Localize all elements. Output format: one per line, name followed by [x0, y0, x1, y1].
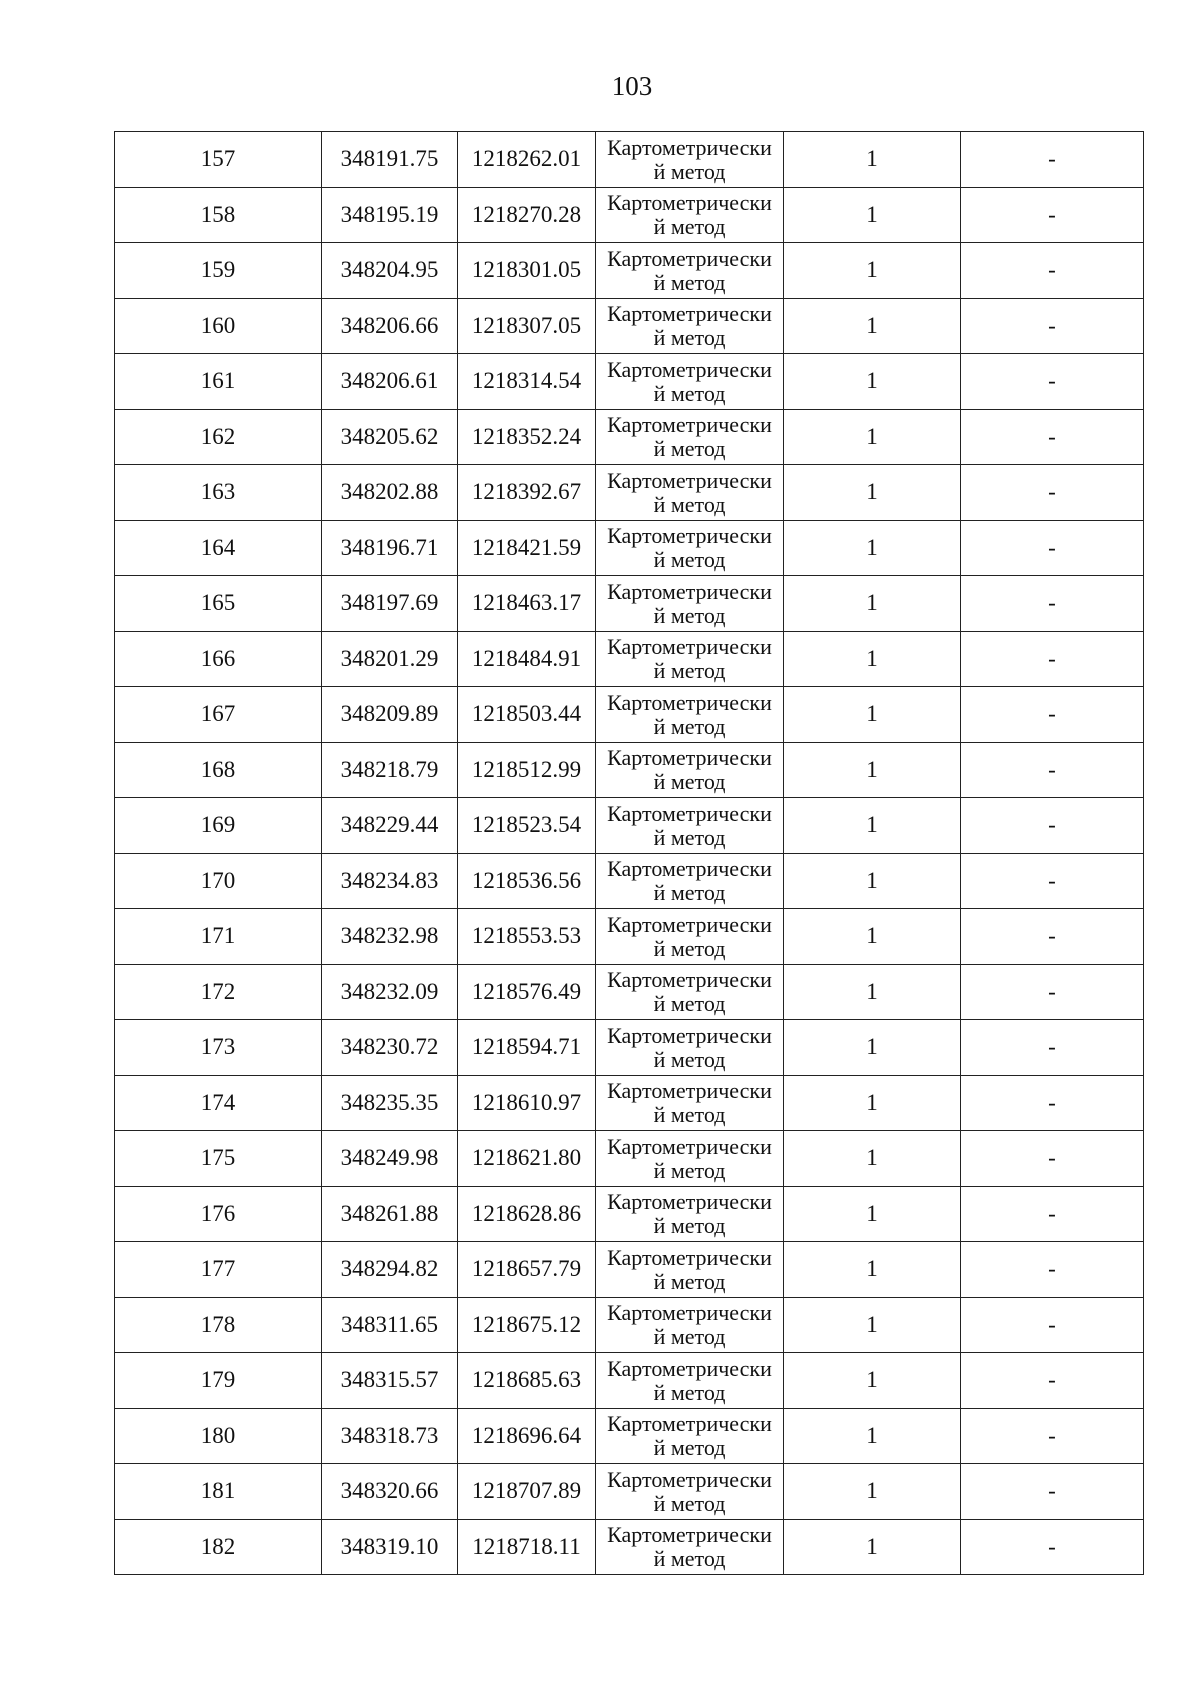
table-row — [115, 1519, 1144, 1575]
y-coordinate-cell: 1218718.11 — [458, 1519, 596, 1575]
table-row — [115, 1408, 1144, 1464]
method-cell — [596, 576, 784, 632]
x-coordinate-cell: 348197.69 — [322, 576, 458, 632]
y-coordinate-cell: 1218696.64 — [458, 1408, 596, 1464]
method-cell — [596, 409, 784, 465]
x-coordinate-cell: 348235.35 — [322, 1075, 458, 1131]
description-cell: - — [961, 798, 1144, 854]
method-line-2: й метод — [653, 991, 726, 1017]
point-number-cell: 162 — [115, 409, 322, 465]
method-line-2: й метод — [653, 713, 726, 739]
method-cell — [596, 687, 784, 743]
method-line-1: Картометрически — [607, 967, 772, 993]
x-coordinate-cell: 348294.82 — [322, 1242, 458, 1298]
accuracy-cell: 1 — [784, 1408, 961, 1464]
x-coordinate-cell: 348229.44 — [322, 798, 458, 854]
method-line-1: Картометрически — [607, 1189, 772, 1215]
point-number-cell: 170 — [115, 853, 322, 909]
point-number-cell: 166 — [115, 631, 322, 687]
y-coordinate-cell: 1218463.17 — [458, 576, 596, 632]
description-cell: - — [961, 909, 1144, 965]
table-row — [115, 1464, 1144, 1520]
method-cell — [596, 1131, 784, 1187]
method-line-2: й метод — [653, 1157, 726, 1183]
method-line-1: Картометрически — [607, 1411, 772, 1437]
method-cell — [596, 1186, 784, 1242]
accuracy-cell: 1 — [784, 243, 961, 299]
method-line-1: Картометрически — [607, 301, 772, 327]
x-coordinate-cell: 348249.98 — [322, 1131, 458, 1187]
point-number-cell: 160 — [115, 298, 322, 354]
table-row — [115, 243, 1144, 299]
y-coordinate-cell: 1218314.54 — [458, 354, 596, 410]
table-row — [115, 465, 1144, 521]
description-cell: - — [961, 354, 1144, 410]
method-line-1: Картометрически — [607, 190, 772, 216]
point-number-cell: 158 — [115, 187, 322, 243]
method-line-2: й метод — [653, 436, 726, 462]
x-coordinate-cell: 348261.88 — [322, 1186, 458, 1242]
y-coordinate-cell: 1218512.99 — [458, 742, 596, 798]
method-line-2: й метод — [653, 214, 726, 240]
coordinates-table — [114, 131, 1144, 1575]
method-cell — [596, 1408, 784, 1464]
y-coordinate-cell: 1218576.49 — [458, 964, 596, 1020]
description-cell: - — [961, 964, 1144, 1020]
y-coordinate-cell: 1218685.63 — [458, 1353, 596, 1409]
description-cell: - — [961, 1464, 1144, 1520]
method-line-1: Картометрически — [607, 578, 772, 604]
point-number-cell: 178 — [115, 1297, 322, 1353]
accuracy-cell: 1 — [784, 576, 961, 632]
description-cell: - — [961, 187, 1144, 243]
y-coordinate-cell: 1218523.54 — [458, 798, 596, 854]
accuracy-cell: 1 — [784, 465, 961, 521]
point-number-cell: 172 — [115, 964, 322, 1020]
x-coordinate-cell: 348205.62 — [322, 409, 458, 465]
table-row — [115, 576, 1144, 632]
x-coordinate-cell: 348318.73 — [322, 1408, 458, 1464]
y-coordinate-cell: 1218352.24 — [458, 409, 596, 465]
method-line-2: й метод — [653, 769, 726, 795]
accuracy-cell: 1 — [784, 798, 961, 854]
description-cell: - — [961, 1020, 1144, 1076]
accuracy-cell: 1 — [784, 298, 961, 354]
x-coordinate-cell: 348230.72 — [322, 1020, 458, 1076]
point-number-cell: 163 — [115, 465, 322, 521]
y-coordinate-cell: 1218503.44 — [458, 687, 596, 743]
method-line-1: Картометрически — [607, 634, 772, 660]
page-number: 103 — [611, 71, 653, 101]
x-coordinate-cell: 348232.09 — [322, 964, 458, 1020]
table-row — [115, 187, 1144, 243]
method-cell — [596, 187, 784, 243]
method-line-2: й метод — [653, 1102, 726, 1128]
method-line-1: Картометрически — [607, 1244, 772, 1270]
description-cell: - — [961, 1353, 1144, 1409]
accuracy-cell: 1 — [784, 520, 961, 576]
method-cell — [596, 520, 784, 576]
method-cell — [596, 909, 784, 965]
y-coordinate-cell: 1218594.71 — [458, 1020, 596, 1076]
method-cell — [596, 631, 784, 687]
accuracy-cell: 1 — [784, 1131, 961, 1187]
y-coordinate-cell: 1218536.56 — [458, 853, 596, 909]
y-coordinate-cell: 1218621.80 — [458, 1131, 596, 1187]
y-coordinate-cell: 1218610.97 — [458, 1075, 596, 1131]
y-coordinate-cell: 1218307.05 — [458, 298, 596, 354]
accuracy-cell: 1 — [784, 687, 961, 743]
x-coordinate-cell: 348201.29 — [322, 631, 458, 687]
method-cell — [596, 354, 784, 410]
method-line-2: й метод — [653, 1046, 726, 1072]
method-line-2: й метод — [653, 547, 726, 573]
x-coordinate-cell: 348206.66 — [322, 298, 458, 354]
accuracy-cell: 1 — [784, 964, 961, 1020]
method-line-2: й метод — [653, 1546, 726, 1572]
method-line-2: й метод — [653, 491, 726, 517]
description-cell: - — [961, 1186, 1144, 1242]
method-line-1: Картометрически — [607, 1133, 772, 1159]
y-coordinate-cell: 1218707.89 — [458, 1464, 596, 1520]
method-line-1: Картометрически — [607, 745, 772, 771]
method-line-1: Картометрически — [607, 1355, 772, 1381]
method-cell — [596, 1075, 784, 1131]
description-cell: - — [961, 243, 1144, 299]
method-line-1: Картометрически — [607, 1522, 772, 1548]
accuracy-cell: 1 — [784, 132, 961, 188]
accuracy-cell: 1 — [784, 853, 961, 909]
accuracy-cell: 1 — [784, 1297, 961, 1353]
accuracy-cell: 1 — [784, 1075, 961, 1131]
method-cell — [596, 742, 784, 798]
point-number-cell: 157 — [115, 132, 322, 188]
x-coordinate-cell: 348196.71 — [322, 520, 458, 576]
x-coordinate-cell: 348204.95 — [322, 243, 458, 299]
accuracy-cell: 1 — [784, 187, 961, 243]
point-number-cell: 182 — [115, 1519, 322, 1575]
accuracy-cell: 1 — [784, 1242, 961, 1298]
description-cell: - — [961, 687, 1144, 743]
table-row — [115, 631, 1144, 687]
point-number-cell: 177 — [115, 1242, 322, 1298]
point-number-cell: 174 — [115, 1075, 322, 1131]
y-coordinate-cell: 1218553.53 — [458, 909, 596, 965]
description-cell: - — [961, 1519, 1144, 1575]
x-coordinate-cell: 348311.65 — [322, 1297, 458, 1353]
table-row — [115, 964, 1144, 1020]
point-number-cell: 175 — [115, 1131, 322, 1187]
table-row — [115, 909, 1144, 965]
table-row — [115, 1186, 1144, 1242]
method-cell — [596, 298, 784, 354]
point-number-cell: 159 — [115, 243, 322, 299]
table-row — [115, 409, 1144, 465]
method-line-1: Картометрически — [607, 412, 772, 438]
table-row — [115, 132, 1144, 188]
method-cell — [596, 132, 784, 188]
method-line-1: Картометрически — [607, 911, 772, 937]
table-row — [115, 298, 1144, 354]
table-row — [115, 798, 1144, 854]
description-cell: - — [961, 465, 1144, 521]
y-coordinate-cell: 1218392.67 — [458, 465, 596, 521]
method-line-2: й метод — [653, 269, 726, 295]
point-number-cell: 161 — [115, 354, 322, 410]
accuracy-cell: 1 — [784, 1519, 961, 1575]
method-cell — [596, 853, 784, 909]
y-coordinate-cell: 1218301.05 — [458, 243, 596, 299]
description-cell: - — [961, 1242, 1144, 1298]
accuracy-cell: 1 — [784, 909, 961, 965]
description-cell: - — [961, 1131, 1144, 1187]
table-body — [115, 132, 1144, 1575]
method-line-1: Картометрически — [607, 1300, 772, 1326]
y-coordinate-cell: 1218675.12 — [458, 1297, 596, 1353]
point-number-cell: 180 — [115, 1408, 322, 1464]
method-line-1: Картометрически — [607, 1466, 772, 1492]
method-cell — [596, 465, 784, 521]
table-row — [115, 1353, 1144, 1409]
accuracy-cell: 1 — [784, 631, 961, 687]
method-line-2: й метод — [653, 880, 726, 906]
method-line-2: й метод — [653, 824, 726, 850]
y-coordinate-cell: 1218628.86 — [458, 1186, 596, 1242]
method-line-1: Картометрически — [607, 245, 772, 271]
description-cell: - — [961, 742, 1144, 798]
method-line-2: й метод — [653, 158, 726, 184]
point-number-cell: 165 — [115, 576, 322, 632]
accuracy-cell: 1 — [784, 1464, 961, 1520]
table-row — [115, 1242, 1144, 1298]
method-line-2: й метод — [653, 935, 726, 961]
table-row — [115, 1020, 1144, 1076]
x-coordinate-cell: 348209.89 — [322, 687, 458, 743]
x-coordinate-cell: 348319.10 — [322, 1519, 458, 1575]
method-line-1: Картометрически — [607, 134, 772, 160]
x-coordinate-cell: 348315.57 — [322, 1353, 458, 1409]
y-coordinate-cell: 1218270.28 — [458, 187, 596, 243]
point-number-cell: 164 — [115, 520, 322, 576]
method-line-1: Картометрически — [607, 467, 772, 493]
method-line-2: й метод — [653, 1268, 726, 1294]
x-coordinate-cell: 348232.98 — [322, 909, 458, 965]
accuracy-cell: 1 — [784, 409, 961, 465]
y-coordinate-cell: 1218262.01 — [458, 132, 596, 188]
point-number-cell: 168 — [115, 742, 322, 798]
method-line-1: Картометрически — [607, 856, 772, 882]
point-number-cell: 169 — [115, 798, 322, 854]
description-cell: - — [961, 298, 1144, 354]
x-coordinate-cell: 348202.88 — [322, 465, 458, 521]
method-line-1: Картометрически — [607, 800, 772, 826]
y-coordinate-cell: 1218421.59 — [458, 520, 596, 576]
point-number-cell: 171 — [115, 909, 322, 965]
method-line-1: Картометрически — [607, 689, 772, 715]
method-cell — [596, 964, 784, 1020]
table-row — [115, 742, 1144, 798]
x-coordinate-cell: 348195.19 — [322, 187, 458, 243]
description-cell: - — [961, 1297, 1144, 1353]
point-number-cell: 181 — [115, 1464, 322, 1520]
method-line-2: й метод — [653, 380, 726, 406]
table-row — [115, 853, 1144, 909]
method-line-1: Картометрически — [607, 1022, 772, 1048]
description-cell: - — [961, 576, 1144, 632]
method-line-2: й метод — [653, 325, 726, 351]
description-cell: - — [961, 409, 1144, 465]
table-row — [115, 354, 1144, 410]
description-cell: - — [961, 853, 1144, 909]
point-number-cell: 176 — [115, 1186, 322, 1242]
point-number-cell: 179 — [115, 1353, 322, 1409]
accuracy-cell: 1 — [784, 1353, 961, 1409]
method-line-2: й метод — [653, 1490, 726, 1516]
method-line-1: Картометрически — [607, 356, 772, 382]
accuracy-cell: 1 — [784, 1020, 961, 1076]
method-line-2: й метод — [653, 1213, 726, 1239]
accuracy-cell: 1 — [784, 1186, 961, 1242]
method-line-1: Картометрически — [607, 523, 772, 549]
accuracy-cell: 1 — [784, 354, 961, 410]
accuracy-cell: 1 — [784, 742, 961, 798]
y-coordinate-cell: 1218657.79 — [458, 1242, 596, 1298]
table-row — [115, 1131, 1144, 1187]
method-cell — [596, 1464, 784, 1520]
table-row — [115, 520, 1144, 576]
method-line-2: й метод — [653, 1379, 726, 1405]
x-coordinate-cell: 348191.75 — [322, 132, 458, 188]
table-row — [115, 687, 1144, 743]
table-row — [115, 1075, 1144, 1131]
method-cell — [596, 243, 784, 299]
description-cell: - — [961, 520, 1144, 576]
x-coordinate-cell: 348320.66 — [322, 1464, 458, 1520]
method-line-2: й метод — [653, 658, 726, 684]
method-cell — [596, 1353, 784, 1409]
method-cell — [596, 1519, 784, 1575]
table-row — [115, 1297, 1144, 1353]
point-number-cell: 167 — [115, 687, 322, 743]
point-number-cell: 173 — [115, 1020, 322, 1076]
method-line-2: й метод — [653, 602, 726, 628]
description-cell: - — [961, 631, 1144, 687]
description-cell: - — [961, 132, 1144, 188]
method-cell — [596, 1242, 784, 1298]
x-coordinate-cell: 348234.83 — [322, 853, 458, 909]
x-coordinate-cell: 348206.61 — [322, 354, 458, 410]
method-cell — [596, 1297, 784, 1353]
description-cell: - — [961, 1408, 1144, 1464]
method-cell — [596, 1020, 784, 1076]
method-line-2: й метод — [653, 1324, 726, 1350]
description-cell: - — [961, 1075, 1144, 1131]
x-coordinate-cell: 348218.79 — [322, 742, 458, 798]
method-line-1: Картометрически — [607, 1078, 772, 1104]
method-line-2: й метод — [653, 1435, 726, 1461]
y-coordinate-cell: 1218484.91 — [458, 631, 596, 687]
method-cell — [596, 798, 784, 854]
